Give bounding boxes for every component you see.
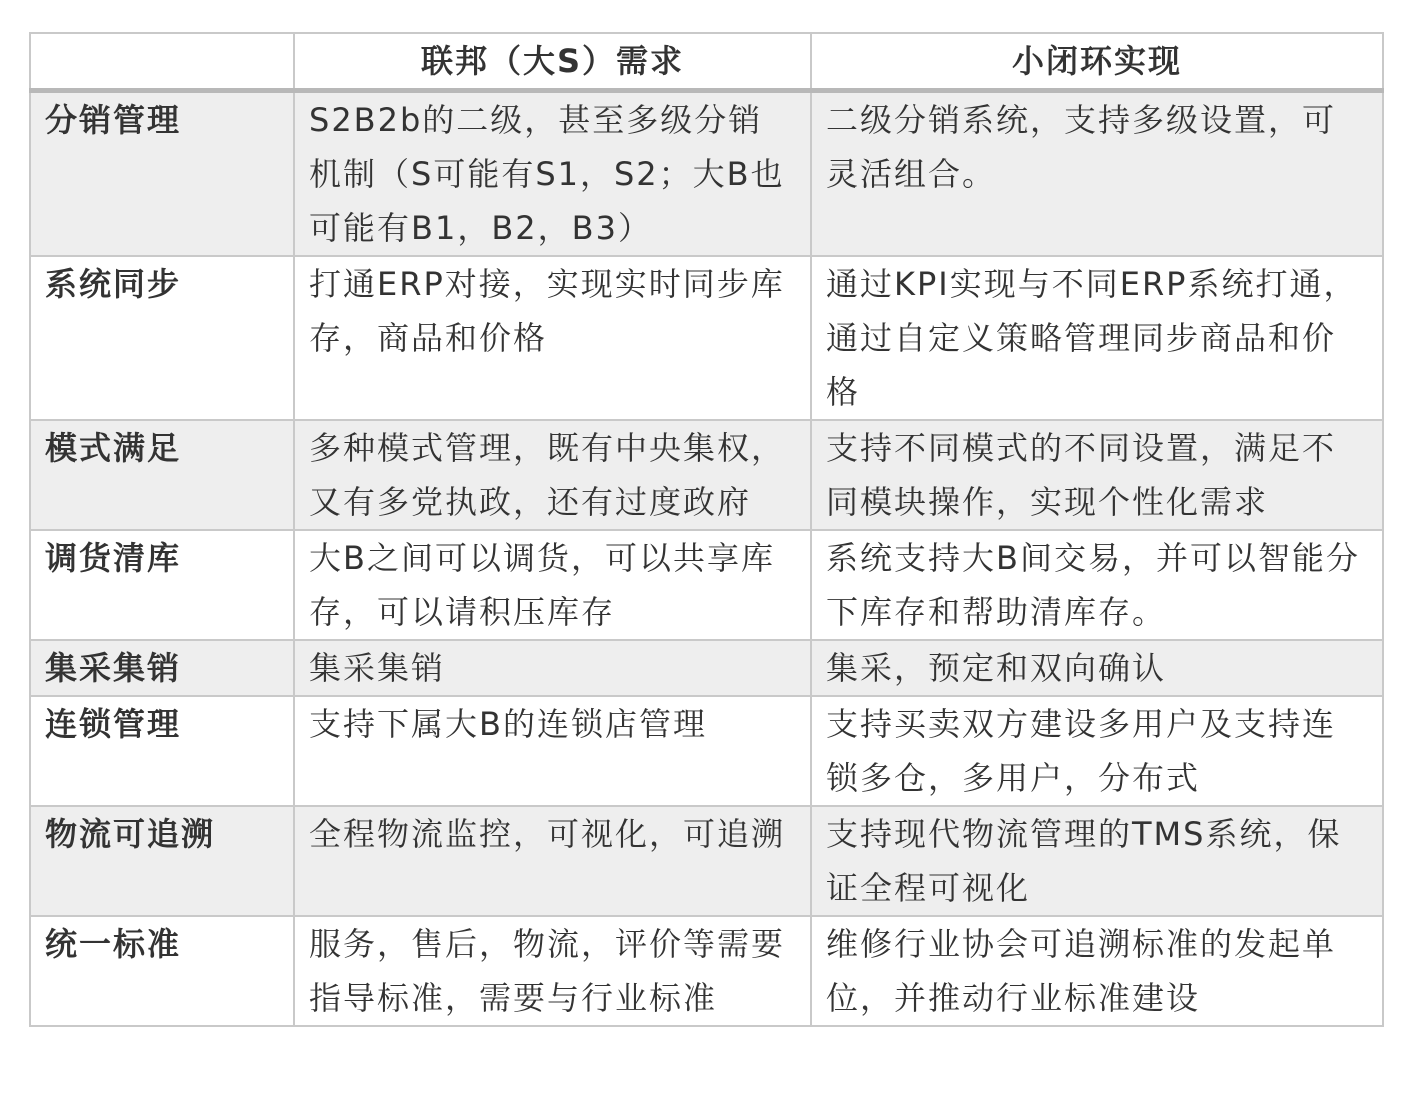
solution-cell: 通过KPI实现与不同ERP系统打通，通过自定义策略管理同步商品和价格 <box>811 256 1383 420</box>
table-row <box>30 916 1383 1026</box>
table-header <box>30 33 1383 91</box>
feature-cell: 调货清库 <box>30 530 294 640</box>
table-row <box>30 640 1383 696</box>
table-row <box>30 696 1383 806</box>
demand-cell: 服务，售后，物流，评价等需要指导标准，需要与行业标准 <box>294 916 811 1026</box>
solution-cell: 支持现代物流管理的TMS系统，保证全程可视化 <box>811 806 1383 916</box>
table-row <box>30 806 1383 916</box>
demand-cell: 大B之间可以调货，可以共享库存，可以请积压库存 <box>294 530 811 640</box>
solution-cell: 二级分销系统，支持多级设置，可灵活组合。 <box>811 91 1383 257</box>
table-body <box>30 91 1383 1027</box>
solution-cell: 支持买卖双方建设多用户及支持连锁多仓，多用户，分布式 <box>811 696 1383 806</box>
comparison-table <box>29 32 1384 1027</box>
feature-cell: 分销管理 <box>30 91 294 257</box>
header-solution: 小闭环实现 <box>811 33 1383 91</box>
feature-cell: 统一标准 <box>30 916 294 1026</box>
solution-cell: 支持不同模式的不同设置，满足不同模块操作，实现个性化需求 <box>811 420 1383 530</box>
demand-cell: 多种模式管理，既有中央集权，又有多党执政，还有过度政府 <box>294 420 811 530</box>
demand-cell: 全程物流监控，可视化，可追溯 <box>294 806 811 916</box>
solution-cell: 集采，预定和双向确认 <box>811 640 1383 696</box>
feature-cell: 模式满足 <box>30 420 294 530</box>
header-feature <box>30 33 294 91</box>
feature-cell: 连锁管理 <box>30 696 294 806</box>
header-row <box>30 33 1383 91</box>
header-demand: 联邦（大S）需求 <box>294 33 811 91</box>
demand-cell: 打通ERP对接，实现实时同步库存，商品和价格 <box>294 256 811 420</box>
feature-cell: 系统同步 <box>30 256 294 420</box>
table-row <box>30 256 1383 420</box>
solution-cell: 维修行业协会可追溯标准的发起单位，并推动行业标准建设 <box>811 916 1383 1026</box>
demand-cell: S2B2b的二级，甚至多级分销机制（S可能有S1，S2；大B也可能有B1，B2，B3） <box>294 91 811 257</box>
demand-cell: 支持下属大B的连锁店管理 <box>294 696 811 806</box>
table-row <box>30 530 1383 640</box>
feature-cell: 物流可追溯 <box>30 806 294 916</box>
table-row <box>30 420 1383 530</box>
feature-cell: 集采集销 <box>30 640 294 696</box>
solution-cell: 系统支持大B间交易，并可以智能分下库存和帮助清库存。 <box>811 530 1383 640</box>
demand-cell: 集采集销 <box>294 640 811 696</box>
table-row <box>30 91 1383 257</box>
